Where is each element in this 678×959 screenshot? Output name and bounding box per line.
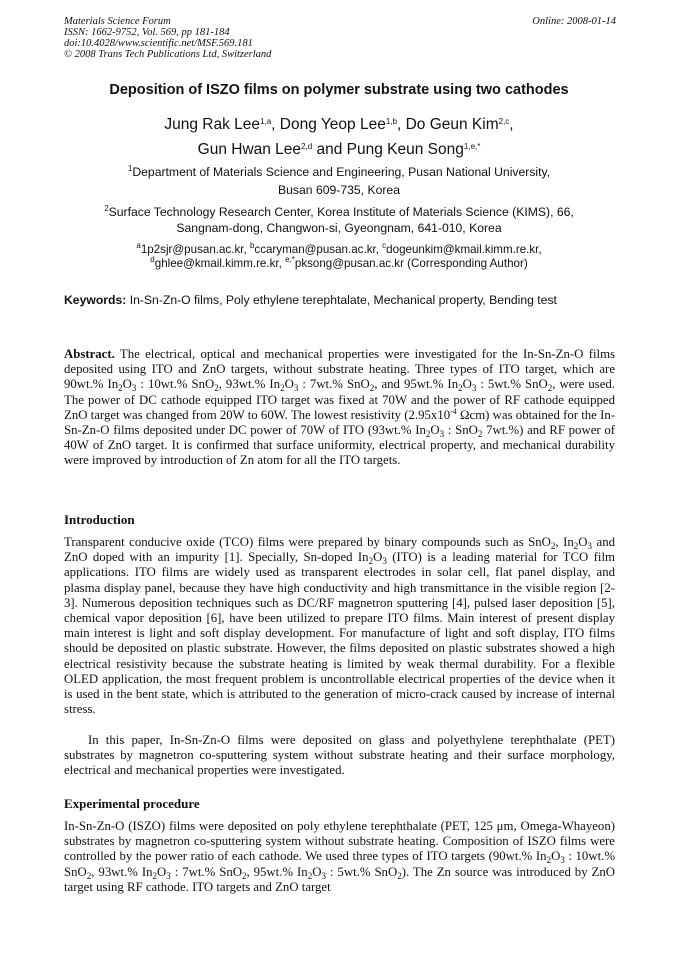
author-sup: 1,e,* [463,142,481,151]
journal-name: Materials Science Forum [64,16,171,27]
affiliation-2 [0,204,678,236]
author-name: Gun Hwan Lee [197,141,302,158]
author-name: Pung Keun Song [346,141,464,158]
email-sup: b [249,241,255,250]
online-date: Online: 2008-01-14 [532,16,616,27]
abstract-label: Abstract. [64,347,115,361]
affiliation-num: 2 [104,204,109,213]
affiliation-text: Surface Technology Research Center, Korea Institute of Materials Science (KIMS), 66, [108,205,574,219]
author-and: and [316,141,343,158]
keywords [64,293,624,307]
introduction-paragraph-2: In this paper, In-Sn-Zn-O films were deposited on glass and polyethylene terephthalate (PET) substrates by magnetron co-sputtering system without substrate heating and their surface morphology, electrical and mechanical properties were investigated. [64,733,615,778]
experimental-paragraph-1: In-Sn-Zn-O (ISZO) films were deposited on poly ethylene terephthalate (PET, 125 μm, Omega-Whayeon) substrates by magnetron co-sputtering system without substrate heating. Composition of ISZO films were controlled by the power ratio of each cathode. We used three types of ITO targets (90wt.% $In_2O_3$ : 10wt.% SnO$_2$, 93wt.% $In_2O_3$ : 7wt.% SnO$_2$, 95wt.% $In_2O_3$ : 5wt.% SnO$_2$). The Zn source was introduced by ZnO target using RF cathode. ITO targets and ZnO target [64,819,616,894]
author-name: Do Geun Kim [405,116,499,133]
affiliation-text: Busan 609-735, Korea [278,183,400,197]
email-list [0,243,678,271]
journal-header [64,16,271,60]
affiliation-text: Department of Materials Science and Engineering, Pusan National University, [132,165,551,179]
email-address[interactable]: 1p2sjr@pusan.ac.kr, [140,243,247,256]
author-sup: 2,c [498,117,510,126]
keywords-label: Keywords: [64,293,127,307]
email-address[interactable]: pksong@pusan.ac.kr (Corresponding Author) [294,257,528,270]
email-address[interactable]: ghlee@kmail.kimm.re.kr, [154,257,282,270]
paper-title: Deposition of ISZO films on polymer substrate using two cathodes [109,82,569,98]
affiliation-text: Sangnam-dong, Changwon-si, Gyeongnam, 641-010, Korea [176,221,502,235]
email-sup: a [136,241,141,250]
email-sup: d [150,255,155,264]
section-heading-experimental: Experimental procedure [64,796,200,811]
issn-line: ISSN: 1662-9752, Vol. 569, pp 181-184 [64,27,230,38]
abstract-paragraph: Abstract. The electrical, optical and mechanical properties were investigated for the In-Sn-Zn-O films deposited using ITO and ZnO targets, without substrate heating. Three types of ITO target, which are 90wt.% $In_2O_3$ : 10wt.% SnO$_2$, 93wt.% $In_2O_3$ : 7wt.% SnO$_2$, and 95wt.% $In_2O_3$ : 5wt.% SnO$_2$, were used. The power of DC cathode equipped ITO target was fixed at 70W and the power of RF cathode equipped ZnO target was changed from 20W to 60W. The lowest resistivity ($2.95x10^{-4}$ Ωcm) was obtained for the In-Sn-Zn-O films deposited under DC power of 70W of ITO (93wt.% $In_2O_3$ : SnO$_2$ 7wt.%) and RF power of 40W of ZnO target. It is confirmed that surface uniformity, electrical property, and mechanical durability were improved by introduction of Zn atom for all the ITO targets. [64,347,616,468]
introduction-paragraph-1: Transparent conducive oxide (TCO) films were prepared by binary compounds such as SnO$_2$, $In_2O_3$ and ZnO doped with an impurity [1]. Specially, Sn-doped $In_2O_3$ (ITO) is a leading material for TCO film applications. ITO films are widely used as transparent electrodes in solar cell, flat panel display, and plasma display panel, because they have high conductivity and high transmittance in the visible region [2-3]. Numerous deposition techniques such as DC/RF magnetron sputtering [4], pulsed laser deposition [5], chemical vapor deposition [6], have been utilized to prepare ITO films. Main interest of present display main interest is light and soft display development. For manufacture of light and soft display, ITO films should be deposited on plastic substrate. However, the films deposited on plastic substrates showed a high electrical resistivity because the substrate heating is limited by weak thermal durability. For a flexible OLED application, the most frequent problem is uncontrollable electrical properties of the device when it is used in the bent state, which is attributed to the generation of micro-crack caused by increase of internal stress. [64,535,615,717]
email-address[interactable]: dogeunkim@kmail.kimm.re.kr, [386,243,542,256]
affiliation-1 [0,163,678,199]
doi-line: doi:10.4028/www.scientific.net/MSF.569.181 [64,38,253,49]
affiliation-num: 1 [127,164,133,173]
author-line-1: Jung Rak Lee$^{1,a}$, Dong Yeop Lee$^{1,b}$, Do Geun Kim$^{2,c}$, [164,116,514,133]
author-sup: 1,a [260,117,272,126]
author-sup: 2,d [301,142,313,151]
author-sup: 1,b [385,117,397,126]
section-heading-introduction: Introduction [64,512,135,527]
author-name: Dong Yeop Lee [279,116,386,133]
author-line-2 [0,140,678,160]
email-sup: e,* [285,255,295,264]
keywords-text: In-Sn-Zn-O films, Poly ethylene terephtalate, Mechanical property, Bending test [126,293,557,307]
copyright-line: © 2008 Trans Tech Publications Ltd, Switzerland [64,49,272,60]
email-sup: c [382,241,387,250]
email-address[interactable]: ccaryman@pusan.ac.kr, [254,243,379,256]
author-name: Jung Rak Lee [164,116,261,133]
